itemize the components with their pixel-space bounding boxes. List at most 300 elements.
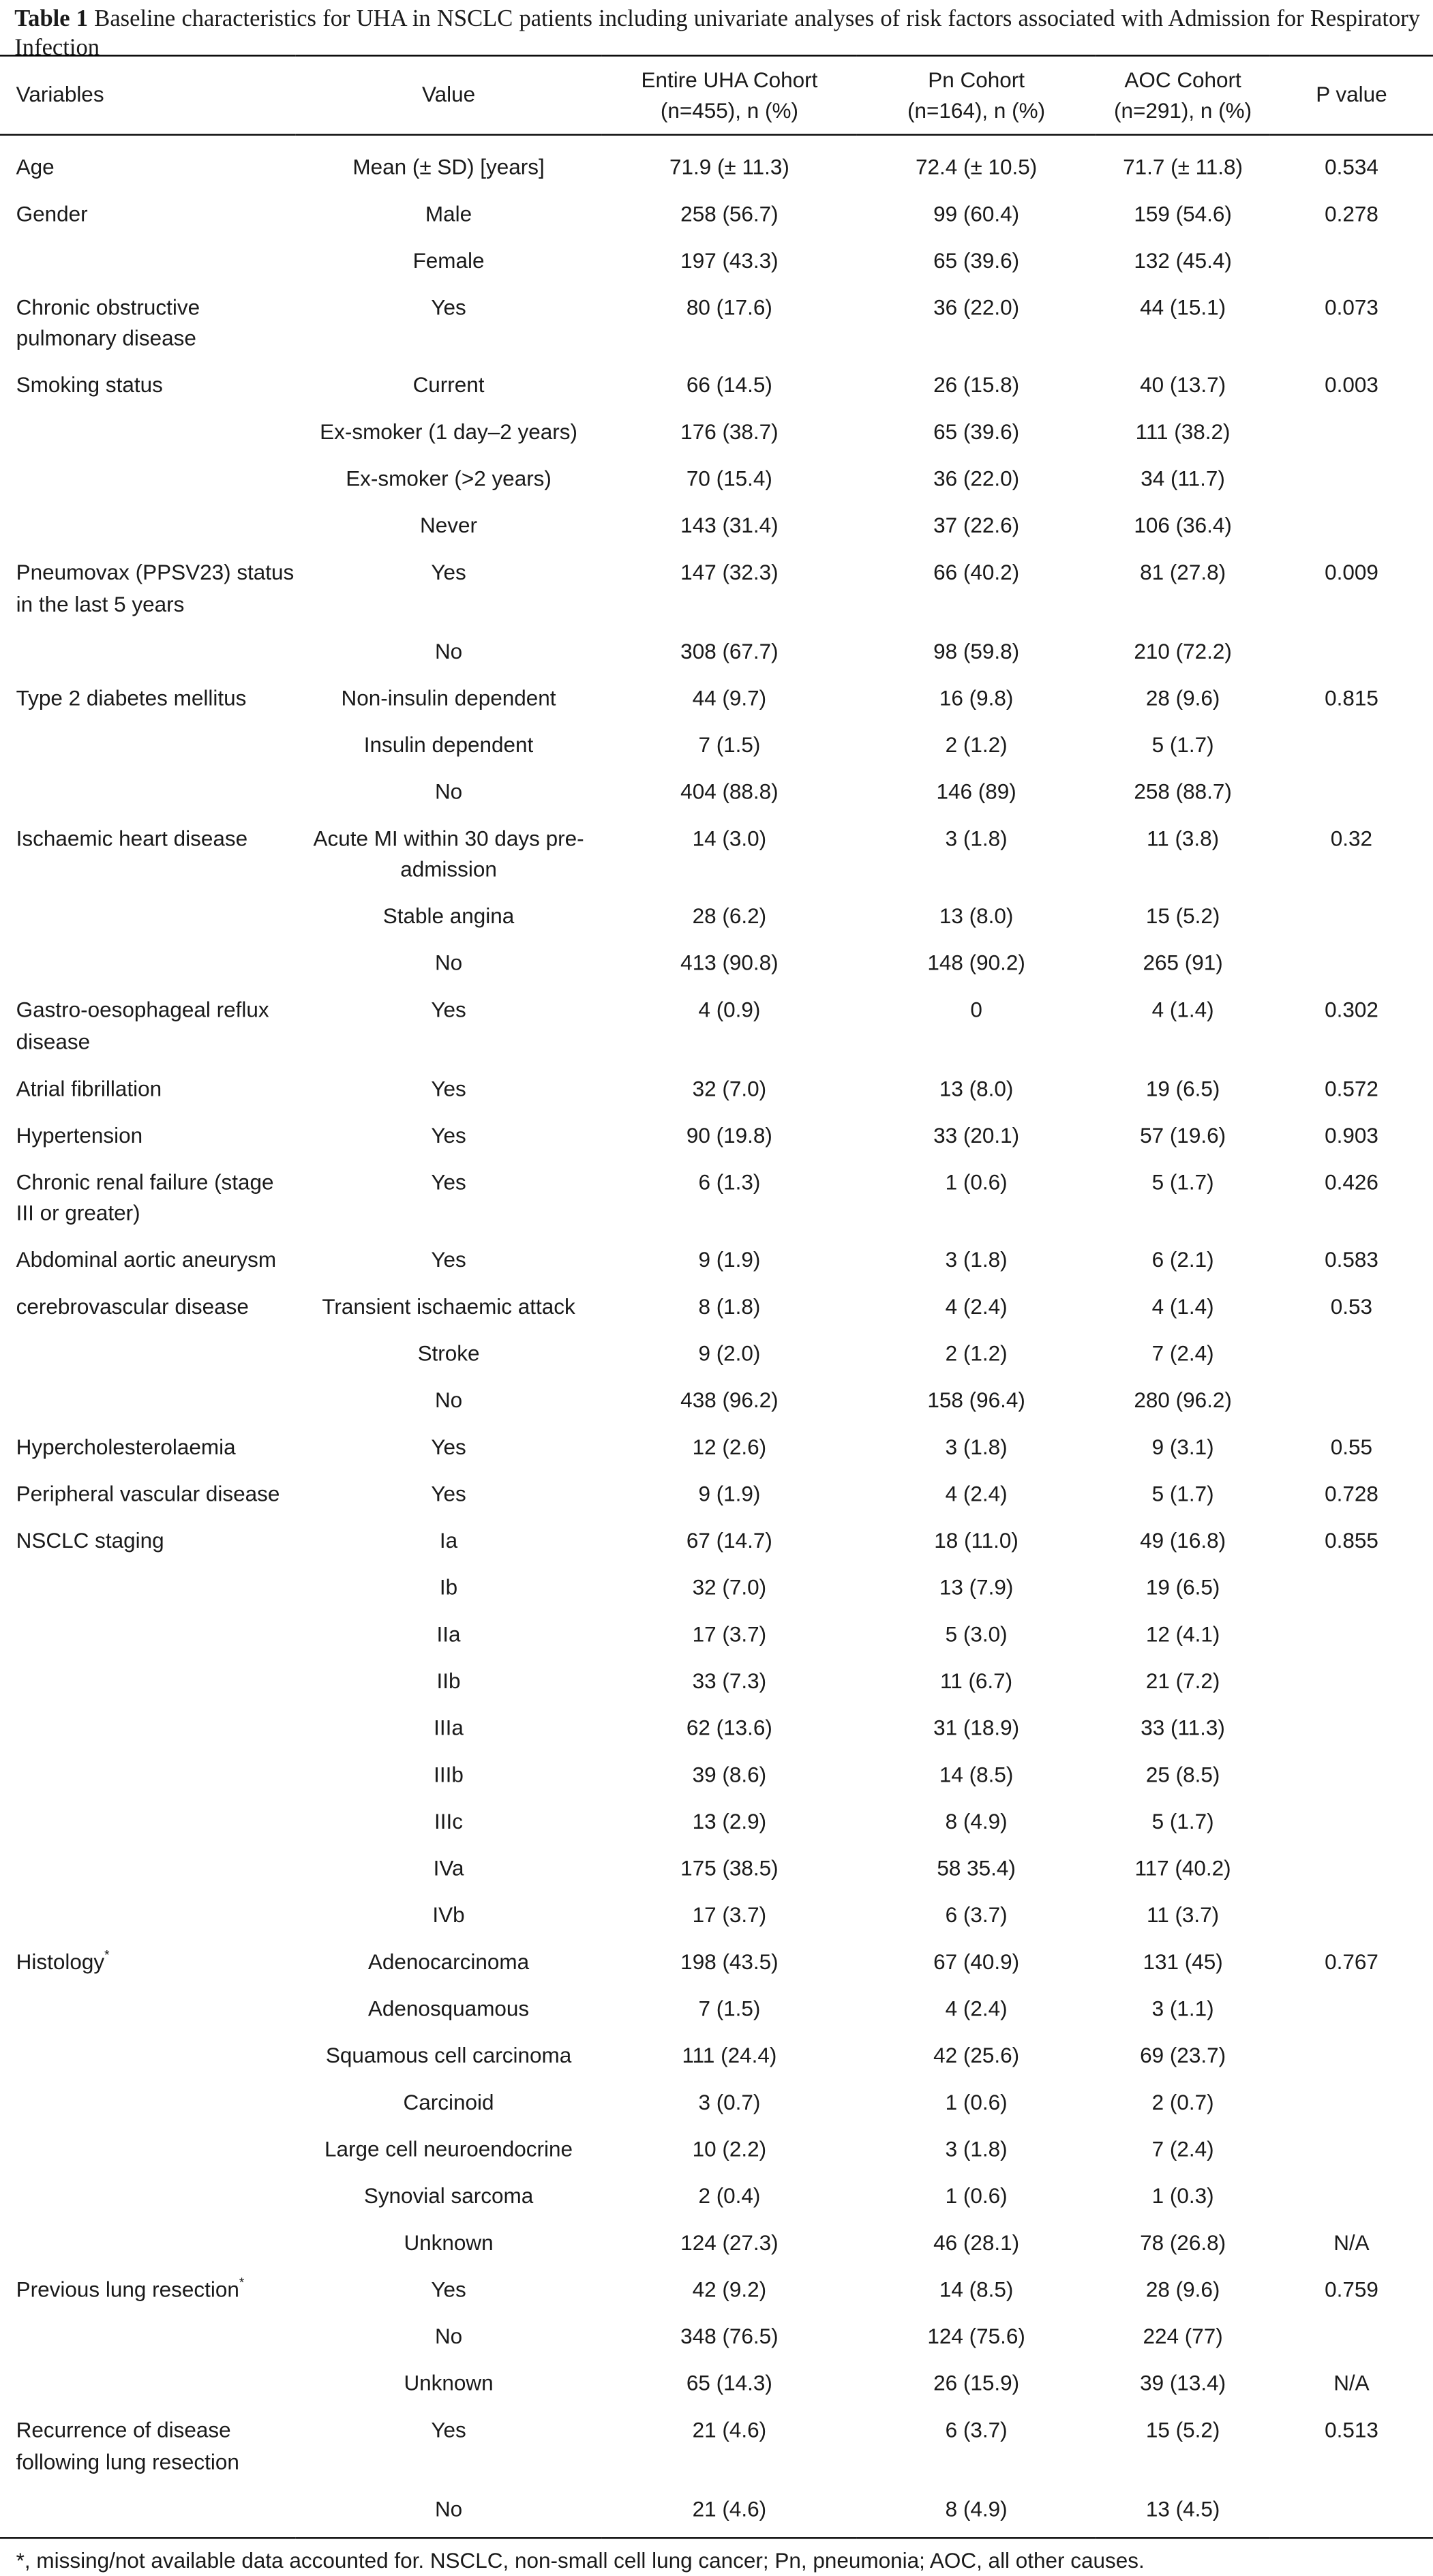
cell-entire-cohort-text: 17 (3.7) (692, 1902, 767, 1928)
cell-variable (0, 355, 295, 402)
cell-entire-cohort (602, 1057, 857, 1104)
cell-pn-cohort (857, 1057, 1096, 1104)
cell-variable (0, 2259, 295, 2306)
cell-entire-cohort (602, 1463, 857, 1510)
cell-aoc-cohort-text: 25 (8.5) (1145, 1762, 1220, 1787)
cell-pn-cohort (857, 2259, 1096, 2306)
cell-value (295, 2259, 602, 2306)
cell-pn-cohort-text: 98 (59.8) (933, 638, 1020, 663)
cell-aoc-cohort (1096, 1978, 1270, 2025)
cell-entire-cohort (602, 1931, 857, 1978)
cell-entire-cohort-text: 2 (0.4) (698, 2183, 761, 2208)
table-row (0, 448, 1433, 495)
cell-entire-cohort-text: 14 (3.0) (692, 825, 767, 850)
table-row (0, 1697, 1433, 1744)
cell-pn-cohort-text: 16 (9.8) (939, 685, 1014, 710)
table-row (0, 1151, 1433, 1229)
cell-p-value-text: 0.073 (1325, 294, 1378, 319)
cell-variable (0, 495, 295, 542)
cell-aoc-cohort (1096, 135, 1270, 183)
table-row (0, 229, 1433, 276)
cell-p-value-text: 0.009 (1325, 560, 1378, 584)
cell-variable-text: Type 2 diabetes mellitus (16, 685, 247, 710)
cell-value-text: Large cell neuroendocrine (325, 2137, 573, 2161)
cell-value (295, 276, 602, 355)
cell-aoc-cohort (1096, 1885, 1270, 1932)
cell-value-text: No (434, 638, 463, 663)
header-p-value: P value (1316, 83, 1387, 107)
cell-pn-cohort-text: 18 (11.0) (934, 1528, 1019, 1553)
cell-p-value (1270, 932, 1433, 979)
cell-entire-cohort-text: 176 (38.7) (680, 419, 779, 444)
cell-aoc-cohort-text: 11 (3.8) (1147, 825, 1220, 850)
cell-pn-cohort (857, 1229, 1096, 1276)
cell-variable (0, 1697, 295, 1744)
cell-value (295, 667, 602, 714)
cell-value-text: Yes (431, 1435, 466, 1459)
cell-pn-cohort (857, 541, 1096, 620)
cell-value (295, 2025, 602, 2072)
cell-entire-cohort (602, 2259, 857, 2306)
cell-entire-cohort-text: 198 (43.5) (680, 1949, 779, 1974)
cell-value-text: No (434, 779, 463, 803)
footnote-marker: * (104, 1948, 110, 1963)
table-row (0, 713, 1433, 760)
cell-value-text: IVa (433, 1856, 464, 1881)
cell-aoc-cohort (1096, 2399, 1270, 2478)
cell-value (295, 2118, 602, 2166)
table-row (0, 885, 1433, 932)
cell-entire-cohort (602, 276, 857, 355)
cell-pn-cohort-text: 67 (40.9) (933, 1949, 1020, 1974)
cell-value-text: Unknown (404, 2230, 494, 2255)
cell-p-value-text: 0.572 (1325, 1075, 1378, 1100)
cell-aoc-cohort (1096, 2478, 1270, 2538)
cell-pn-cohort-text: 13 (7.9) (939, 1575, 1014, 1600)
cell-p-value (1270, 495, 1433, 542)
cell-entire-cohort-text: 9 (1.9) (698, 1247, 761, 1272)
cell-value (295, 1744, 602, 1791)
cell-pn-cohort-text: 3 (1.8) (945, 825, 1008, 850)
cell-p-value-text: 0.302 (1325, 997, 1378, 1022)
cell-value-text: Yes (431, 294, 466, 319)
cell-pn-cohort-text: 8 (4.9) (945, 2496, 1008, 2521)
cell-entire-cohort (602, 1885, 857, 1932)
cell-aoc-cohort (1096, 495, 1270, 542)
cell-pn-cohort-text: 37 (22.6) (933, 513, 1020, 538)
cell-variable (0, 2352, 295, 2399)
cell-value (295, 1463, 602, 1510)
cell-value (295, 2305, 602, 2352)
cell-pn-cohort-text: 3 (1.8) (945, 1247, 1008, 1272)
cell-entire-cohort (602, 1370, 857, 1417)
cell-entire-cohort (602, 1697, 857, 1744)
cell-variable (0, 1104, 295, 1151)
cell-entire-cohort-text: 70 (15.4) (686, 466, 772, 491)
cell-aoc-cohort-text: 33 (11.3) (1141, 1716, 1225, 1740)
cell-aoc-cohort (1096, 1744, 1270, 1791)
header-entire-line1: Entire UHA Cohort (641, 67, 818, 91)
cell-entire-cohort (602, 2352, 857, 2399)
cell-variable-text: Hypertension (16, 1122, 143, 1147)
cell-value-text: Insulin dependent (363, 732, 534, 756)
header-aoc-line2: (n=291), n (%) (1114, 98, 1252, 123)
cell-variable (0, 135, 295, 183)
cell-entire-cohort-text: 147 (32.3) (680, 560, 779, 584)
table-row (0, 807, 1433, 886)
cell-p-value (1270, 1104, 1433, 1151)
cell-variable (0, 1791, 295, 1838)
cell-aoc-cohort-text: 6 (2.1) (1151, 1247, 1214, 1272)
cell-entire-cohort-text: 32 (7.0) (692, 1075, 767, 1100)
cell-variable (0, 932, 295, 979)
cell-p-value (1270, 1416, 1433, 1463)
cell-entire-cohort (602, 1650, 857, 1697)
cell-p-value (1270, 667, 1433, 714)
cell-variable-text: Peripheral vascular disease (16, 1482, 280, 1506)
cell-value-text: Male (425, 200, 472, 226)
cell-entire-cohort (602, 2118, 857, 2166)
cell-variable (0, 1370, 295, 1417)
cell-aoc-cohort-text: 132 (45.4) (1134, 248, 1232, 272)
cell-pn-cohort (857, 2025, 1096, 2072)
cell-p-value-text: 0.32 (1330, 825, 1373, 850)
cell-entire-cohort-text: 67 (14.7) (686, 1528, 772, 1553)
cell-pn-cohort-text: 26 (15.8) (933, 372, 1020, 398)
cell-variable-text: Smoking status (16, 372, 163, 398)
cell-value-text: IIb (436, 1668, 461, 1694)
cell-value-text: Ex-smoker (>2 years) (346, 466, 552, 491)
cell-aoc-cohort (1096, 1276, 1270, 1323)
cell-value-text: Synovial sarcoma (363, 2183, 534, 2208)
cell-entire-cohort-text: 90 (19.8) (686, 1122, 772, 1147)
cell-pn-cohort (857, 1650, 1096, 1697)
cell-aoc-cohort (1096, 355, 1270, 402)
cell-value (295, 2478, 602, 2538)
cell-entire-cohort-text: 258 (56.7) (680, 200, 779, 226)
cell-aoc-cohort (1096, 2305, 1270, 2352)
cell-entire-cohort-text: 39 (8.6) (692, 1762, 767, 1787)
cell-pn-cohort (857, 1416, 1096, 1463)
cell-pn-cohort-text: 3 (1.8) (945, 1435, 1008, 1459)
cell-p-value (1270, 760, 1433, 807)
cell-p-value (1270, 1229, 1433, 1276)
cell-aoc-cohort (1096, 1463, 1270, 1510)
cell-p-value (1270, 1057, 1433, 1104)
cell-p-value (1270, 1151, 1433, 1229)
table-row (0, 2165, 1433, 2212)
cell-pn-cohort (857, 1510, 1096, 1557)
cell-entire-cohort-text: 9 (2.0) (698, 1341, 761, 1366)
cell-p-value (1270, 979, 1433, 1058)
cell-variable (0, 1057, 295, 1104)
cell-value-text: Current (412, 372, 485, 398)
cell-p-value-text: 0.903 (1325, 1122, 1378, 1147)
cell-value (295, 182, 602, 229)
table-row (0, 2478, 1433, 2538)
cell-aoc-cohort (1096, 760, 1270, 807)
cell-p-value-text: 0.513 (1325, 2417, 1378, 2442)
cell-aoc-cohort-text: 4 (1.4) (1151, 1294, 1214, 1319)
cell-entire-cohort (602, 2478, 857, 2538)
cell-entire-cohort (602, 2212, 857, 2259)
cell-pn-cohort (857, 1557, 1096, 1604)
table-row (0, 2212, 1433, 2259)
cell-p-value-text: 0.55 (1330, 1435, 1373, 1459)
cell-p-value (1270, 885, 1433, 932)
cell-entire-cohort (602, 932, 857, 979)
cell-pn-cohort-text: 11 (6.7) (940, 1668, 1013, 1694)
cell-aoc-cohort-text: 9 (3.1) (1151, 1435, 1214, 1459)
cell-entire-cohort (602, 1104, 857, 1151)
cell-p-value (1270, 2071, 1433, 2118)
cell-entire-cohort-text: 438 (96.2) (680, 1388, 779, 1413)
cell-value-text: Yes (431, 1075, 466, 1100)
cell-value (295, 541, 602, 620)
cell-pn-cohort (857, 979, 1096, 1058)
cell-aoc-cohort-text: 49 (16.8) (1140, 1528, 1226, 1553)
cell-value (295, 1838, 602, 1885)
cell-entire-cohort-text: 12 (2.6) (692, 1435, 767, 1459)
cell-p-value (1270, 1885, 1433, 1932)
cell-value-text: Yes (431, 560, 466, 584)
cell-p-value-text: 0.426 (1325, 1169, 1378, 1194)
cell-aoc-cohort-text: 5 (1.7) (1151, 1809, 1214, 1834)
cell-entire-cohort-text: 13 (2.9) (692, 1809, 767, 1834)
cell-pn-cohort (857, 1604, 1096, 1651)
baseline-characteristics-table (0, 55, 1433, 2538)
cell-variable-text: Chronic renal failure (stage III or greater) (16, 1169, 274, 1225)
table-row (0, 667, 1433, 714)
cell-value-text: Transient ischaemic attack (322, 1294, 575, 1319)
cell-value-text: Non-insulin dependent (341, 685, 556, 710)
cell-entire-cohort-text: 413 (90.8) (680, 950, 779, 975)
cell-variable (0, 713, 295, 760)
cell-pn-cohort (857, 229, 1096, 276)
cell-aoc-cohort (1096, 979, 1270, 1058)
cell-variable (0, 1838, 295, 1885)
cell-variable-text: Histology (16, 1949, 105, 1974)
cell-p-value-text: 0.855 (1325, 1528, 1378, 1553)
cell-aoc-cohort-text: 106 (36.4) (1134, 513, 1232, 538)
cell-p-value (1270, 229, 1433, 276)
cell-value (295, 1791, 602, 1838)
cell-pn-cohort (857, 2399, 1096, 2478)
table-body (0, 135, 1433, 2538)
cell-aoc-cohort (1096, 1931, 1270, 1978)
cell-entire-cohort-text: 111 (24.4) (682, 2043, 777, 2068)
cell-value-text: Female (412, 248, 485, 272)
cell-value (295, 1323, 602, 1370)
cell-variable (0, 667, 295, 714)
cell-entire-cohort (602, 1604, 857, 1651)
cell-entire-cohort-text: 197 (43.3) (680, 248, 779, 272)
cell-value-text: Ia (439, 1528, 458, 1553)
cell-aoc-cohort-text: 12 (4.1) (1145, 1621, 1220, 1647)
cell-aoc-cohort-text: 258 (88.7) (1134, 779, 1232, 803)
cell-pn-cohort (857, 1838, 1096, 1885)
cell-pn-cohort (857, 885, 1096, 932)
cell-entire-cohort-text: 6 (1.3) (698, 1169, 761, 1194)
cell-pn-cohort-text: 1 (0.6) (945, 1169, 1008, 1194)
cell-pn-cohort (857, 2478, 1096, 2538)
cell-aoc-cohort (1096, 1604, 1270, 1651)
cell-aoc-cohort-text: 224 (77) (1143, 2324, 1223, 2349)
cell-value (295, 1931, 602, 1978)
table-row (0, 1885, 1433, 1932)
cell-value (295, 2352, 602, 2399)
cell-pn-cohort-text: 31 (18.9) (933, 1716, 1020, 1740)
cell-pn-cohort (857, 355, 1096, 402)
cell-pn-cohort-text: 36 (22.0) (933, 466, 1020, 491)
table-row (0, 760, 1433, 807)
cell-pn-cohort-text: 2 (1.2) (945, 732, 1008, 756)
cell-aoc-cohort (1096, 401, 1270, 448)
cell-value (295, 355, 602, 402)
cell-aoc-cohort-text: 28 (9.6) (1145, 2277, 1220, 2302)
cell-p-value (1270, 1604, 1433, 1651)
cell-entire-cohort-text: 17 (3.7) (692, 1621, 767, 1647)
cell-aoc-cohort (1096, 1416, 1270, 1463)
cell-aoc-cohort (1096, 620, 1270, 667)
cell-pn-cohort (857, 1791, 1096, 1838)
cell-entire-cohort (602, 1151, 857, 1229)
cell-entire-cohort-text: 44 (9.7) (692, 685, 767, 710)
cell-variable (0, 1416, 295, 1463)
cell-variable (0, 1978, 295, 2025)
table-row (0, 1416, 1433, 1463)
cell-p-value (1270, 355, 1433, 402)
cell-entire-cohort (602, 620, 857, 667)
cell-value (295, 807, 602, 886)
cell-p-value-text: N/A (1333, 2230, 1370, 2255)
cell-value-text: Squamous cell carcinoma (325, 2043, 572, 2068)
cell-pn-cohort (857, 2165, 1096, 2212)
cell-aoc-cohort (1096, 2118, 1270, 2166)
cell-variable (0, 620, 295, 667)
cell-entire-cohort-text: 65 (14.3) (686, 2371, 772, 2395)
cell-variable (0, 760, 295, 807)
cell-entire-cohort-text: 10 (2.2) (692, 2137, 767, 2161)
cell-variable (0, 229, 295, 276)
cell-aoc-cohort-text: 40 (13.7) (1140, 372, 1226, 398)
cell-pn-cohort (857, 1104, 1096, 1151)
cell-pn-cohort-text: 0 (970, 997, 982, 1022)
cell-aoc-cohort (1096, 2071, 1270, 2118)
cell-variable-text: Age (16, 154, 55, 179)
table-row (0, 1510, 1433, 1557)
cell-variable (0, 2118, 295, 2166)
cell-value (295, 135, 602, 183)
cell-variable-text: Pneumovax (PPSV23) status in the last 5 years (16, 560, 295, 616)
cell-value (295, 1510, 602, 1557)
cell-aoc-cohort (1096, 1057, 1270, 1104)
cell-aoc-cohort-text: 13 (4.5) (1145, 2496, 1220, 2521)
cell-pn-cohort (857, 1276, 1096, 1323)
table-row (0, 1838, 1433, 1885)
cell-aoc-cohort-text: 265 (91) (1143, 950, 1223, 975)
cell-pn-cohort-text: 99 (60.4) (933, 200, 1020, 226)
cell-aoc-cohort (1096, 885, 1270, 932)
cell-aoc-cohort (1096, 2212, 1270, 2259)
cell-entire-cohort-text: 21 (4.6) (692, 2496, 767, 2521)
cell-entire-cohort-text: 42 (9.2) (692, 2277, 767, 2302)
cell-value-text: Yes (431, 997, 466, 1022)
cell-pn-cohort-text: 26 (15.9) (933, 2371, 1020, 2395)
header-pn-line2: (n=164), n (%) (907, 98, 1046, 123)
cell-aoc-cohort (1096, 1510, 1270, 1557)
cell-entire-cohort-text: 3 (0.7) (698, 2090, 761, 2114)
cell-entire-cohort (602, 1744, 857, 1791)
table-row (0, 2352, 1433, 2399)
cell-pn-cohort-text: 65 (39.6) (933, 419, 1020, 444)
cell-variable-text: Chronic obstructive pulmonary disease (16, 294, 200, 350)
table-row (0, 1650, 1433, 1697)
cell-p-value (1270, 1931, 1433, 1978)
cell-value-text: Adenocarcinoma (367, 1949, 530, 1974)
cell-p-value (1270, 448, 1433, 495)
cell-pn-cohort-text: 4 (2.4) (945, 1294, 1008, 1319)
cell-variable (0, 2071, 295, 2118)
cell-entire-cohort-text: 28 (6.2) (692, 903, 767, 929)
cell-aoc-cohort-text: 1 (0.3) (1151, 2183, 1214, 2208)
cell-aoc-cohort (1096, 2165, 1270, 2212)
table-row (0, 1057, 1433, 1104)
cell-p-value-text: N/A (1333, 2371, 1370, 2395)
cell-p-value (1270, 1323, 1433, 1370)
cell-value-text: Ex-smoker (1 day–2 years) (320, 419, 577, 444)
table-row (0, 1104, 1433, 1151)
cell-value-text: Ib (439, 1575, 458, 1600)
cell-variable (0, 2305, 295, 2352)
cell-value (295, 979, 602, 1058)
cell-variable (0, 1931, 295, 1978)
cell-entire-cohort (602, 1276, 857, 1323)
cell-aoc-cohort-text: 71.7 (± 11.8) (1123, 154, 1243, 179)
cell-aoc-cohort (1096, 276, 1270, 355)
cell-value-text: No (434, 950, 463, 975)
cell-entire-cohort-text: 32 (7.0) (692, 1575, 767, 1600)
cell-entire-cohort-text: 9 (1.9) (698, 1482, 761, 1506)
cell-value-text: Yes (431, 1247, 466, 1272)
table-row (0, 2305, 1433, 2352)
cell-aoc-cohort-text: 57 (19.6) (1140, 1122, 1226, 1147)
cell-variable (0, 1229, 295, 1276)
cell-variable (0, 979, 295, 1058)
cell-entire-cohort (602, 713, 857, 760)
table-row (0, 2071, 1433, 2118)
cell-pn-cohort-text: 65 (39.6) (933, 248, 1020, 272)
cell-variable (0, 448, 295, 495)
cell-aoc-cohort (1096, 541, 1270, 620)
cell-variable-text: Ischaemic heart disease (16, 825, 248, 850)
cell-entire-cohort-text: 80 (17.6) (686, 294, 772, 319)
cell-entire-cohort-text: 4 (0.9) (698, 997, 761, 1022)
cell-pn-cohort (857, 667, 1096, 714)
cell-pn-cohort-text: 36 (22.0) (933, 294, 1020, 319)
cell-value-text: Yes (431, 1122, 466, 1147)
cell-entire-cohort-text: 143 (31.4) (680, 513, 779, 538)
cell-p-value (1270, 1744, 1433, 1791)
cell-p-value (1270, 2478, 1433, 2538)
cell-p-value (1270, 713, 1433, 760)
cell-pn-cohort (857, 932, 1096, 979)
cell-aoc-cohort (1096, 1370, 1270, 1417)
table-row (0, 355, 1433, 402)
cell-pn-cohort (857, 2305, 1096, 2352)
cell-entire-cohort-text: 8 (1.8) (698, 1294, 761, 1319)
cell-value-text: IIa (436, 1621, 461, 1647)
